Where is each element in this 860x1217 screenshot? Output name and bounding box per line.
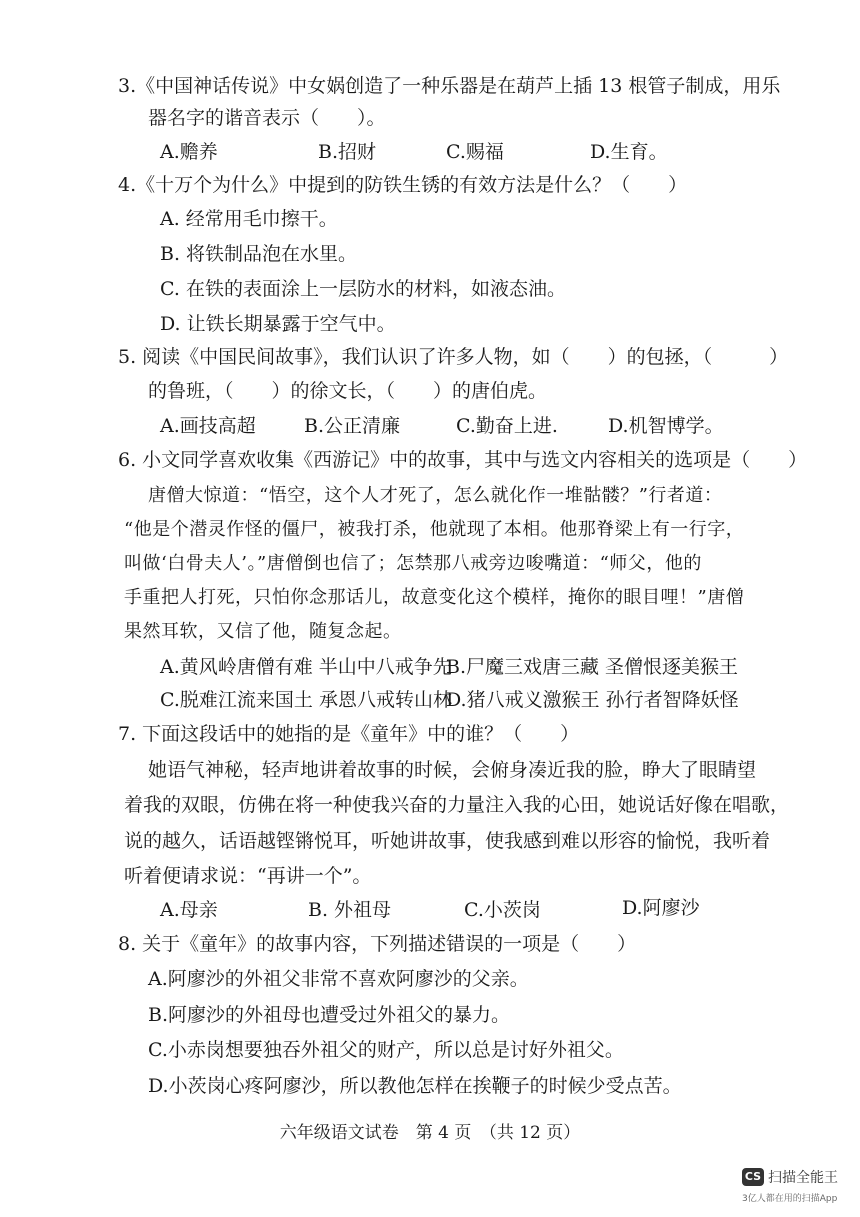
question-3-option-a: A.赡养	[160, 141, 218, 163]
question-5-option-a: A.画技高超	[160, 415, 256, 437]
question-7-passage-line-1: 她语气神秘，轻声地讲着故事的时候，会俯身凑近我的脸，睁大了眼睛望	[148, 759, 757, 781]
question-5-option-c: C.勤奋上进.	[456, 415, 558, 437]
question-8-option-b: B.阿廖沙的外祖母也遭受过外祖父的暴力。	[148, 1004, 511, 1026]
question-4-option-a: A. 经常用毛巾擦干。	[160, 208, 338, 230]
question-8-line-1: 8. 关于《童年》的故事内容，下列描述错误的一项是（ ）	[118, 933, 637, 955]
camscanner-logo-icon: CS	[742, 1168, 764, 1186]
question-5-line-1: 5. 阅读《中国民间故事》，我们认识了许多人物，如（ ）的包拯，（ ）	[118, 346, 789, 368]
question-5-option-d: D.机智博学。	[608, 415, 724, 437]
question-7-line-1: 7. 下面这段话中的她指的是《童年》中的谁？（ ）	[118, 723, 580, 745]
question-7-passage-line-4: 听着便请求说：“再讲一个”。	[124, 865, 372, 887]
question-8-option-c: C.小赤岗想要独吞外祖父的财产，所以总是讨好外祖父。	[148, 1039, 624, 1061]
question-4-option-d: D. 让铁长期暴露于空气中。	[160, 313, 396, 335]
question-4-option-b: B. 将铁制品泡在水里。	[160, 243, 358, 265]
question-3-option-b: B.招财	[318, 141, 377, 163]
question-6-passage-line-4: 手重把人打死，只怕你念那话儿，故意变化这个模样，掩你的眼目哩！”唐僧	[124, 587, 745, 608]
question-7-option-b: B. 外祖母	[308, 899, 392, 921]
question-6-option-d: D.猪八戒义激猴王 孙行者智降妖怪	[446, 689, 739, 711]
question-5-option-b: B.公正清廉	[304, 415, 401, 437]
question-6-passage-line-1: 唐僧大惊道：“悟空，这个人才死了，怎么就化作一堆骷髅？”行者道：	[148, 485, 723, 506]
watermark-app-name: 扫描全能王	[768, 1170, 838, 1186]
question-3-line-2: 器名字的谐音表示（ ）。	[148, 107, 386, 129]
question-4-line-1: 4.《十万个为什么》中提到的防铁生锈的有效方法是什么？（ ）	[118, 174, 688, 196]
question-7-passage-line-2: 着我的双眼，仿佛在将一种使我兴奋的力量注入我的心田，她说话好像在唱歌，	[124, 794, 790, 816]
question-7-passage-line-3: 说的越久，话语越铿锵悦耳，听她讲故事，使我感到难以形容的愉悦，我听着	[124, 830, 771, 852]
scanner-watermark	[742, 1166, 852, 1206]
question-3-option-c: C.赐福	[446, 141, 504, 163]
question-5-line-2: 的鲁班，（ ）的徐文长，（ ）的唐伯虎。	[148, 380, 548, 402]
question-7-option-c: C.小茨岗	[464, 899, 541, 921]
page-footer: 六年级语文试卷 第 4 页 （共 12 页）	[279, 1123, 581, 1143]
question-8-option-d: D.小茨岗心疼阿廖沙，所以教他怎样在挨鞭子的时候少受点苦。	[148, 1075, 682, 1097]
question-8-option-a: A.阿廖沙的外祖父非常不喜欢阿廖沙的父亲。	[148, 968, 529, 990]
question-6-option-c: C.脱难江流来国土 承恩八戒转山林	[160, 689, 452, 711]
question-3-line-1: 3.《中国神话传说》中女娲创造了一种乐器是在葫芦上插 13 根管子制成，用乐	[118, 75, 781, 97]
question-6-passage-line-3: 叫做‘白骨夫人’。”唐僧倒也信了；怎禁那八戒旁边唆嘴道：“师父，他的	[124, 553, 702, 574]
question-6-option-a: A.黄风岭唐僧有难 半山中八戒争先	[160, 656, 452, 678]
question-6-option-b: B.尸魔三戏唐三藏 圣僧恨逐美猴王	[446, 656, 739, 678]
question-7-option-a: A.母亲	[160, 899, 218, 921]
question-4-option-c: C. 在铁的表面涂上一层防水的材料，如液态油。	[160, 278, 566, 300]
question-6-passage-line-5: 果然耳软，又信了他，随复念起。	[124, 621, 402, 642]
watermark-tagline: 3亿人都在用的扫描App	[742, 1194, 838, 1204]
question-6-line-1: 6. 小文同学喜欢收集《西游记》中的故事，其中与选文内容相关的选项是（ ）	[118, 449, 808, 471]
question-3-option-d: D.生育。	[590, 141, 668, 163]
question-6-passage-line-2: “他是个潜灵作怪的僵尸，被我打杀，他就现了本相。他那脊梁上有一行字，	[124, 519, 745, 540]
question-7-option-d: D.阿廖沙	[622, 897, 700, 919]
